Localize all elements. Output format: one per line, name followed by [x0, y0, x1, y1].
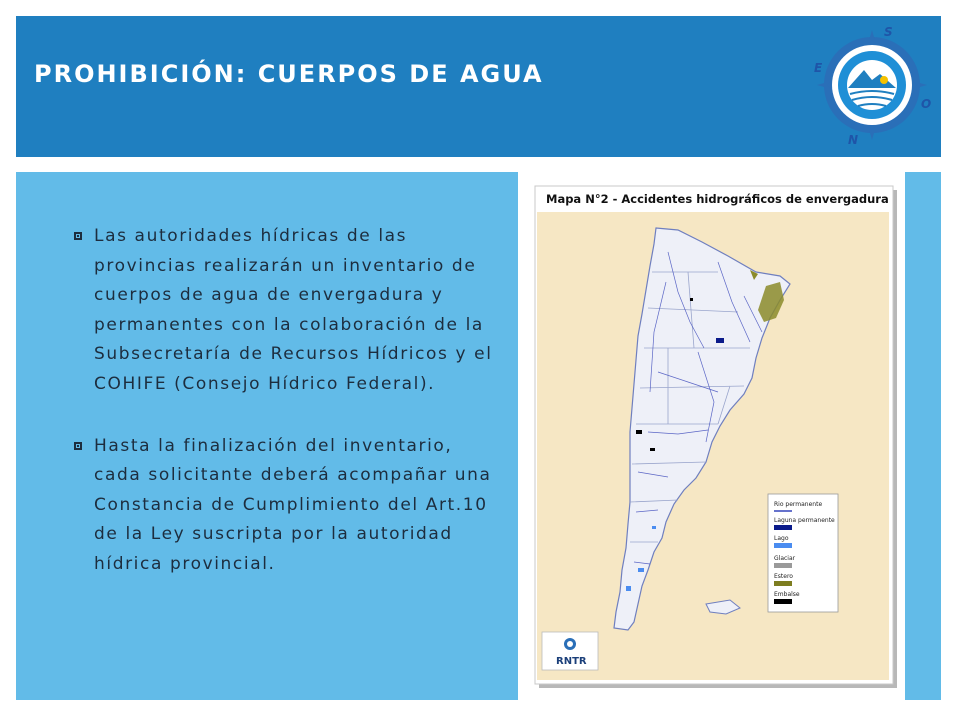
bullet-list: [74, 222, 494, 612]
bullet-item: [74, 432, 494, 580]
bullet-text: Las autoridades hídricas de las provincias realizarán un inventario de cuerpos de agua de envergadura y permanentes con la colaboración de la Subsecretaría de Recursos Hídricos y el COHIFE (Consejo Hídrico Federal).: [94, 226, 493, 394]
legend-label-lago: Lago: [774, 535, 789, 542]
compass-letter-s: S: [884, 25, 893, 39]
compass-logo: [802, 18, 942, 152]
compass-letter-o: O: [921, 97, 932, 111]
bullet-text: Hasta la finalización del inventario, cada solicitante deberá acompañar una Constancia de Cumplimiento del Art.10 de la Ley suscripta por la autoridad hídrica provincial.: [94, 435, 492, 574]
legend-label-estero: Estero: [774, 573, 793, 580]
legend-label-laguna: Laguna permanente: [774, 517, 835, 524]
slide-title: PROHIBICIÓN: CUERPOS DE AGUA: [34, 60, 544, 88]
compass-letter-n: N: [848, 133, 859, 147]
legend-label-glaciar: Glaciar: [774, 555, 796, 562]
map-title: Mapa N°2 - Accidentes hidrográficos de envergadura: [546, 192, 889, 206]
rntr-logo-text: RNTR: [556, 656, 587, 667]
map-container: [518, 172, 905, 700]
bullet-item: [74, 222, 494, 400]
bullet-square-icon: [74, 442, 82, 450]
map-legend: [768, 494, 838, 612]
legend-label-rio: Rio permanente: [774, 501, 823, 508]
text-panel: [16, 172, 518, 700]
right-accent-bar: [905, 172, 941, 700]
compass-letter-e: E: [814, 61, 823, 75]
rntr-logo: [542, 632, 598, 670]
bullet-square-icon: [74, 232, 82, 240]
legend-label-embalse: Embalse: [774, 591, 800, 598]
map-figure: [518, 172, 905, 700]
